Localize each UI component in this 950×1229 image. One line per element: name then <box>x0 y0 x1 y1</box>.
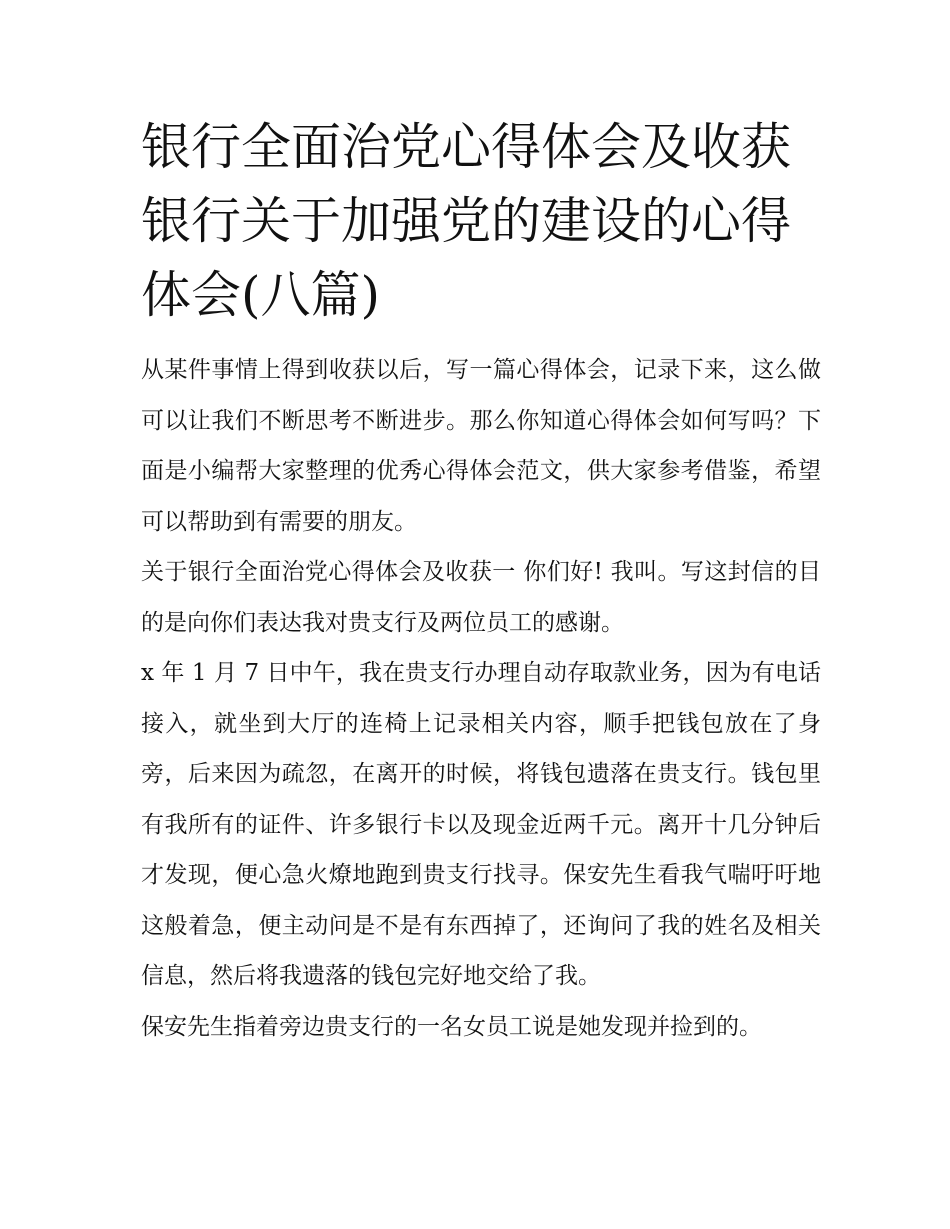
document-title: 银行全面治党心得体会及收获银行关于加强党的建设的心得体会(八篇) <box>141 118 791 324</box>
paragraph-letter-opening: 关于银行全面治党心得体会及收获一 你们好! 我叫。写这封信的目的是向你们表达我对贵支行及两位员工的感谢。 <box>141 559 821 636</box>
paragraph-intro: 从某件事情上得到收获以后，写一篇心得体会，记录下来，这么做可以让我们不断思考不断进步。那么你知道心得体会如何写吗？下面是小编帮大家整理的优秀心得体会范文，供大家参考借鉴，希望可以帮助到有需要的朋友。 <box>141 357 821 535</box>
document-body <box>141 345 821 1052</box>
paragraph-security-guard: 保安先生指着旁边贵支行的一名女员工说是她发现并捡到的。 <box>141 1013 762 1040</box>
document-content <box>141 110 821 1052</box>
paragraph-story: x 年 1 月 7 日中午，我在贵支行办理自动存取款业务，因为有电话接入，就坐到大厅的连椅上记录相关内容，顺手把钱包放在了身旁，后来因为疏忽，在离开的时候，将钱包遗落在贵支行。钱包里有我所有的证件、许多银行卡以及现金近两千元。离开十几分钟后才发现，便心急火燎地跑到贵支行找寻。保安先生看我气喘吁吁地这般着急，便主动问是不是有东西掉了，还询问了我的姓名及相关信息，然后将我遗落的钱包完好地交给了我。 <box>141 660 821 989</box>
